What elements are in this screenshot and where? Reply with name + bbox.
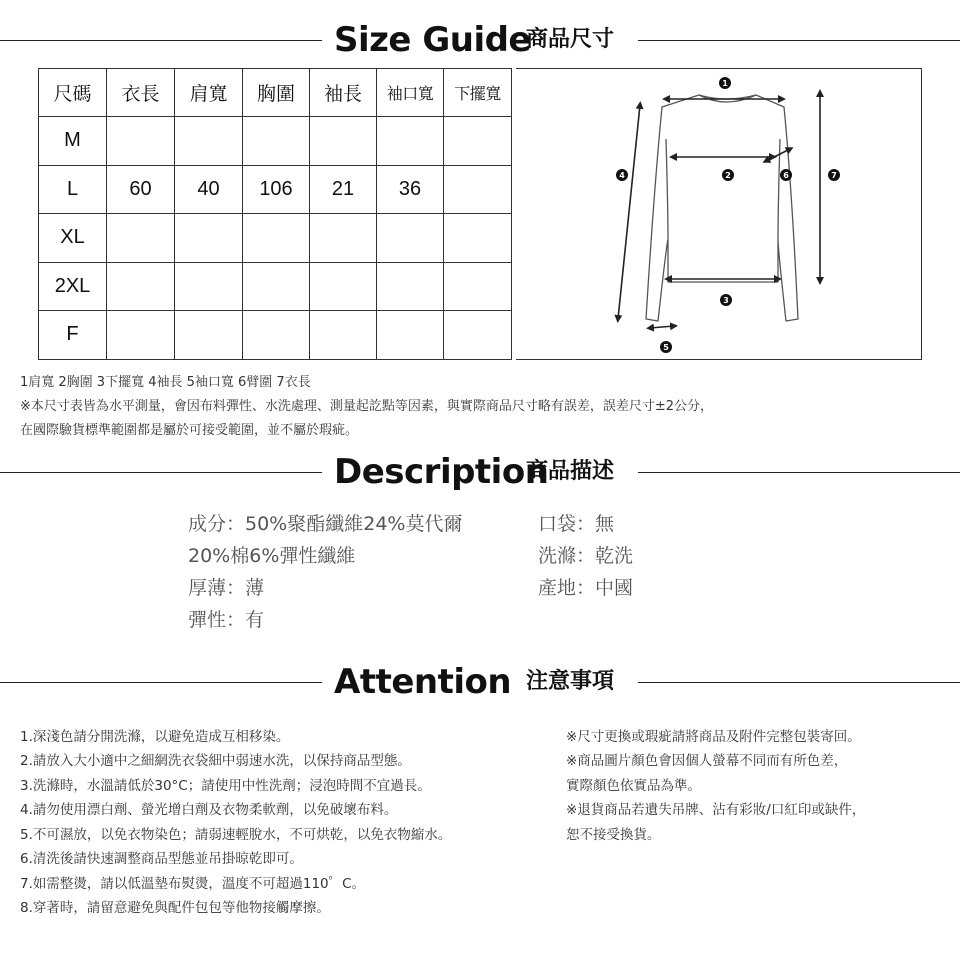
attention-note: 實際顏色依實品為準。 bbox=[566, 778, 701, 794]
marker-7: 7 bbox=[831, 171, 837, 180]
table-cell bbox=[377, 117, 444, 166]
marker-4: 4 bbox=[619, 171, 625, 180]
attention-header bbox=[0, 662, 960, 702]
table-cell bbox=[243, 117, 310, 166]
header-rule-left bbox=[0, 472, 322, 473]
table-row bbox=[39, 117, 512, 166]
table-cell: 40 bbox=[175, 165, 243, 214]
size-label-cell: XL bbox=[39, 214, 107, 263]
table-row bbox=[39, 311, 512, 360]
measure-note-line1: ※本尺寸表皆為水平測量，會因布料彈性、水洗處理、測量起訖點等因素，與實際商品尺寸略有誤差，誤差尺寸±2公分， bbox=[20, 399, 714, 414]
size-table-header-row bbox=[39, 69, 512, 117]
size-table bbox=[38, 68, 512, 360]
header-rule-right bbox=[638, 682, 960, 683]
sleeve-line bbox=[618, 105, 640, 319]
description-item: 彈性：有 bbox=[188, 609, 265, 631]
attention-item: 6.清洗後請快速調整商品型態並吊掛晾乾即可。 bbox=[20, 851, 303, 867]
size-label-cell: M bbox=[39, 117, 107, 166]
cuff-line bbox=[650, 326, 674, 328]
table-cell: 36 bbox=[377, 165, 444, 214]
header-cell-shoulder: 肩寬 bbox=[175, 69, 243, 117]
measure-legend: 1肩寬 2胸圍 3下擺寬 4袖長 5袖口寬 6臂圍 7衣長 bbox=[20, 375, 311, 390]
table-cell bbox=[243, 262, 310, 311]
attention-note: 恕不接受換貨。 bbox=[566, 827, 661, 843]
attention-item: 8.穿著時，請留意避免與配件包包等他物接觸摩擦。 bbox=[20, 900, 330, 916]
attention-item: 3.洗滌時，水溫請低於30°C；請使用中性洗劑；浸泡時間不宜過長。 bbox=[20, 778, 431, 794]
attention-item: 4.請勿使用漂白劑、螢光增白劑及衣物柔軟劑，以免破壞布料。 bbox=[20, 802, 398, 818]
size-label-cell: 2XL bbox=[39, 262, 107, 311]
armhole-line bbox=[766, 149, 790, 161]
table-cell: 106 bbox=[243, 165, 310, 214]
table-cell bbox=[444, 165, 512, 214]
description-title-zh: 商品描述 bbox=[526, 459, 615, 484]
attention-note: ※商品圖片顏色會因個人螢幕不同而有所色差， bbox=[566, 753, 848, 769]
garment-diagram bbox=[516, 69, 920, 359]
header-cell-size: 尺碼 bbox=[39, 69, 107, 117]
attention-item: 2.請放入大小適中之細網洗衣袋細中弱速水洗，以保持商品型態。 bbox=[20, 753, 411, 769]
table-row bbox=[39, 262, 512, 311]
attention-title-zh: 注意事項 bbox=[526, 669, 615, 694]
table-cell bbox=[107, 262, 175, 311]
description-item: 成分：50%聚酯纖維24%莫代爾 bbox=[188, 513, 463, 535]
marker-3: 3 bbox=[723, 296, 729, 305]
description-item: 口袋：無 bbox=[538, 513, 615, 535]
table-row bbox=[39, 214, 512, 263]
table-cell bbox=[175, 214, 243, 263]
table-cell bbox=[310, 262, 377, 311]
header-cell-cuff: 袖口寬 bbox=[377, 69, 444, 117]
garment-diagram-panel bbox=[516, 68, 922, 360]
header-cell-hem: 下擺寬 bbox=[444, 69, 512, 117]
table-cell bbox=[444, 262, 512, 311]
attention-item: 5.不可濕放，以免衣物染色；請弱速輕脫水，不可烘乾，以免衣物縮水。 bbox=[20, 827, 452, 843]
description-item: 洗滌：乾洗 bbox=[538, 545, 634, 567]
diagram-markers bbox=[616, 77, 840, 353]
marker-6: 6 bbox=[783, 171, 789, 180]
header-rule-right bbox=[638, 472, 960, 473]
size-guide-title-zh: 商品尺寸 bbox=[526, 27, 615, 52]
table-cell bbox=[444, 214, 512, 263]
marker-1: 1 bbox=[722, 79, 728, 88]
attention-title-en: Attention bbox=[334, 662, 512, 702]
table-cell bbox=[310, 214, 377, 263]
measure-lines bbox=[618, 93, 820, 328]
header-rule-left bbox=[0, 40, 322, 41]
table-cell bbox=[107, 117, 175, 166]
attention-note: ※尺寸更換或瑕疵請將商品及附件完整包裝寄回。 bbox=[566, 729, 861, 745]
attention-note: ※退貨商品若遺失吊牌、沾有彩妝/口紅印或缺件， bbox=[566, 802, 866, 818]
shirt-outline bbox=[646, 95, 798, 321]
header-cell-chest: 胸圍 bbox=[243, 69, 310, 117]
table-cell bbox=[310, 117, 377, 166]
table-cell bbox=[243, 214, 310, 263]
size-guide-title-en: Size Guide bbox=[334, 20, 531, 60]
size-label-cell: L bbox=[39, 165, 107, 214]
marker-5: 5 bbox=[663, 343, 669, 352]
table-cell bbox=[243, 311, 310, 360]
size-guide-header bbox=[0, 20, 960, 60]
table-cell bbox=[377, 214, 444, 263]
attention-item: 7.如需整燙，請以低溫墊布熨燙，溫度不可超過110゜C。 bbox=[20, 876, 366, 892]
description-item: 20%棉6%彈性纖維 bbox=[188, 545, 356, 567]
table-cell: 21 bbox=[310, 165, 377, 214]
table-cell bbox=[107, 214, 175, 263]
table-cell bbox=[107, 311, 175, 360]
table-cell bbox=[444, 117, 512, 166]
description-item: 厚薄：薄 bbox=[188, 577, 265, 599]
table-cell bbox=[377, 262, 444, 311]
header-cell-sleeve: 袖長 bbox=[310, 69, 377, 117]
table-cell bbox=[175, 262, 243, 311]
table-row bbox=[39, 165, 512, 214]
description-title-en: Description bbox=[334, 452, 549, 492]
description-item: 產地：中國 bbox=[538, 577, 634, 599]
attention-item: 1.深淺色請分開洗滌，以避免造成互相移染。 bbox=[20, 729, 290, 745]
table-cell bbox=[444, 311, 512, 360]
measure-note-line2: 在國際驗貨標準範圍都是屬於可接受範圍，並不屬於瑕疵。 bbox=[20, 423, 359, 438]
table-cell bbox=[310, 311, 377, 360]
marker-2: 2 bbox=[725, 171, 731, 180]
size-label-cell: F bbox=[39, 311, 107, 360]
table-cell bbox=[377, 311, 444, 360]
table-cell bbox=[175, 117, 243, 166]
header-rule-left bbox=[0, 682, 322, 683]
description-header bbox=[0, 452, 960, 492]
table-cell: 60 bbox=[107, 165, 175, 214]
table-cell bbox=[175, 311, 243, 360]
header-cell-length: 衣長 bbox=[107, 69, 175, 117]
header-rule-right bbox=[638, 40, 960, 41]
